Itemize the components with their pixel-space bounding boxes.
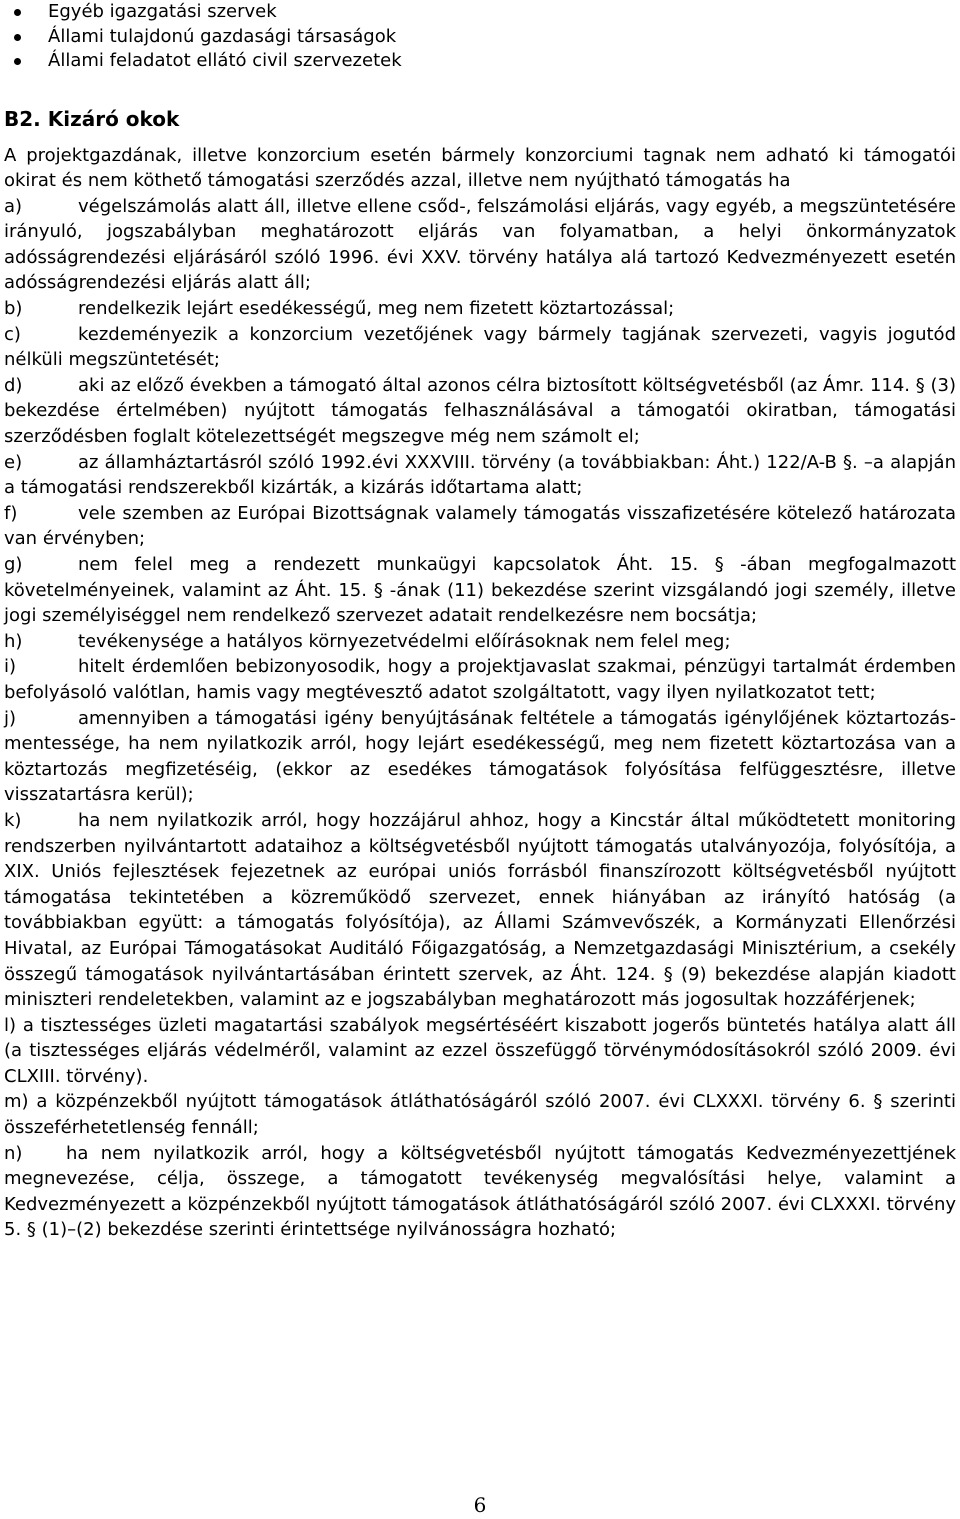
bullet-item	[48, 0, 956, 25]
exclusion-item-a	[4, 194, 956, 296]
exclusion-item-b	[4, 296, 956, 322]
item-label: m)	[4, 1091, 29, 1113]
bullet-list	[4, 0, 956, 74]
item-label: d)	[4, 374, 23, 396]
section-heading: B2. Kizáró okok	[4, 106, 180, 131]
bullet-text: Állami tulajdonú gazdasági társaságok	[48, 25, 397, 47]
item-label: a)	[4, 195, 23, 217]
exclusion-item-f	[4, 501, 956, 552]
item-label: b)	[4, 298, 23, 320]
item-text: amennyiben a támogatási igény benyújtásának feltétele a támogatás igénylőjének köztartozás-mentessége, ha nem nyilatkozik arról, hogy lejárt esedékességű, meg nem fizetett köztartozása van a köztartozás megfizetéséig, (ekkor az esedékes támogatások folyósítása felfüggesztésre, illetve visszatartásra kerül);	[4, 707, 956, 806]
page-number: 6	[473, 1493, 487, 1517]
exclusion-item-d	[4, 373, 956, 450]
item-text: rendelkezik lejárt esedékességű, meg nem fizetett köztartozással;	[78, 298, 675, 320]
exclusion-item-k	[4, 808, 956, 1013]
bullet-text: Egyéb igazgatási szervek	[48, 1, 277, 22]
item-label: i)	[4, 656, 17, 678]
bullet-text: Állami feladatot ellátó civil szervezetek	[48, 50, 402, 71]
document-body	[4, 143, 956, 1244]
bullet-dot-icon	[14, 9, 21, 16]
item-label: n)	[4, 1142, 23, 1164]
exclusion-item-h	[4, 629, 956, 655]
item-text: végelszámolás alatt áll, illetve ellene csőd-, felszámolási eljárás, vagy egyéb, a megszüntetésére irányuló, jogszabályban meghatározott eljárás van folyamatban, a helyi önkormányzatok adósságrendezési eljárásáról szóló 1996. évi XXV. törvény hatálya alá tartozó Kedvezményezett esetén adósságrendezési eljárás alatt áll;	[4, 195, 956, 294]
bullet-item	[48, 49, 956, 74]
item-text: a közpénzekből nyújtott támogatások átláthatóságáról szóló 2007. évi CLXXXI. törvény 6. § szerinti összeférhetetlenség fennáll;	[4, 1091, 956, 1139]
intro-paragraph: A projektgazdának, illetve konzorcium esetén bármely konzorciumi tagnak nem adható ki támogatói okirat és nem köthető támogatási szerződés azzal, illetve nem nyújtható támogatás ha	[4, 144, 956, 192]
exclusion-item-e	[4, 450, 956, 501]
bullet-item	[48, 25, 956, 50]
item-text: ha nem nyilatkozik arról, hogy hozzájárul ahhoz, hogy a Kincstár által működtetett monitoring rendszerben nyilvántartott adataihoz a költségvetésből nyújtott támogatás utalványozója, folyósítója, a XIX. Uniós fejlesztések fejezetnek az európai uniós forrásból finanszírozott költségvetésből nyújtott támogatása tekintetében a közreműködő szervezet, ennek hiányában az irányító hatóság (a továbbiakban együtt: a támogatás folyósítója), az Állami Számvevőszék, a Kormányzati Ellenőrzési Hivatal, az Európai Támogatásokat Auditáló Főigazgatóság, a Nemzetgazdasági Minisztérium, a csekély összegű támogatások nyilvántartásában érintett szervek, az Áht. 124. § (9) bekezdése alapján kiadott miniszteri rendeletekben, valamint az e jogszabályban meghatározott más jogosultak hozzáférjenek;	[4, 809, 956, 1011]
bullet-dot-icon	[14, 58, 21, 65]
item-label: h)	[4, 630, 23, 652]
item-text: tevékenysége a hatályos környezetvédelmi előírásoknak nem felel meg;	[78, 630, 731, 652]
item-label: e)	[4, 451, 23, 473]
item-label: j)	[4, 707, 17, 729]
exclusion-item-m	[4, 1089, 956, 1140]
item-text: vele szemben az Európai Bizottságnak valamely támogatás visszafizetésére kötelező határozata van érvényben;	[4, 502, 956, 550]
item-label: g)	[4, 554, 23, 575]
item-text: ha nem nyilatkozik arról, hogy a költségvetésből nyújtott támogatás Kedvezményezettjének megnevezése, célja, összege, a támogatott tevékenység megvalósítási helye, valamint a Kedvezményezett a közpénzekből nyújtott támogatások átláthatóságáról szóló 2007. évi CLXXXI. törvény 5. § (1)–(2) bekezdése szerinti érintettsége nyilvánosságra hozható;	[4, 1142, 956, 1241]
bullet-dot-icon	[14, 34, 21, 41]
item-text: aki az előző években a támogató által azonos célra biztosított költségvetésből (az Ámr. 114. § (3) bekezdése értelmében) nyújtott támogatás felhasználásával a támogatói okiratban, támogatási szerződésben foglalt kötelezettségét megszegve még nem számolt el;	[4, 374, 956, 448]
item-text: az államháztartásról szóló 1992.évi XXXVIII. törvény (a továbbiakban: Áht.) 122/A-B §. –a alapján a támogatási rendszerekből kizárták, a kizárás időtartama alatt;	[4, 451, 956, 499]
item-text: nem felel meg a rendezett munkaügyi kapcsolatok Áht. 15. § -ában megfogalmazott követelményeinek, valamint az Áht. 15. § -ának (11) bekezdése szerint vizsgálandó jogi személy, illetve jogi személyiséggel nem rendelkező szervezet adatait rendelkezésre nem bocsátja;	[4, 554, 956, 627]
exclusion-item-g	[4, 552, 956, 629]
item-text: hitelt érdemlően bebizonyosodik, hogy a projektjavaslat szakmai, pénzügyi tartalmát érdemben befolyásoló valótlan, hamis vagy megtévesztő adatot szolgáltatott, vagy ilyen nyilatkozatot tett;	[4, 656, 956, 703]
item-label: f)	[4, 502, 18, 524]
item-text: a tisztességes üzleti magatartási szabályok megsértéséért kiszabott jogerős büntetés hatálya alatt áll (a tisztességes eljárás védelméről, valamint az ezzel összefüggő törvénymódosításokról szóló 2009. évi CLXIII. törvény).	[4, 1014, 956, 1087]
exclusion-item-c	[4, 322, 956, 373]
item-label: k)	[4, 809, 22, 831]
exclusion-item-n	[4, 1141, 956, 1243]
item-label: l)	[4, 1014, 17, 1036]
item-text: kezdeményezik a konzorcium vezetőjének vagy bármely tagjának szervezeti, vagyis jogutód nélküli megszüntetését;	[4, 323, 956, 371]
item-label: c)	[4, 323, 21, 345]
exclusion-item-i	[4, 654, 956, 705]
exclusion-item-l	[4, 1013, 956, 1090]
document-page	[4, 0, 956, 1243]
exclusion-item-j	[4, 706, 956, 808]
